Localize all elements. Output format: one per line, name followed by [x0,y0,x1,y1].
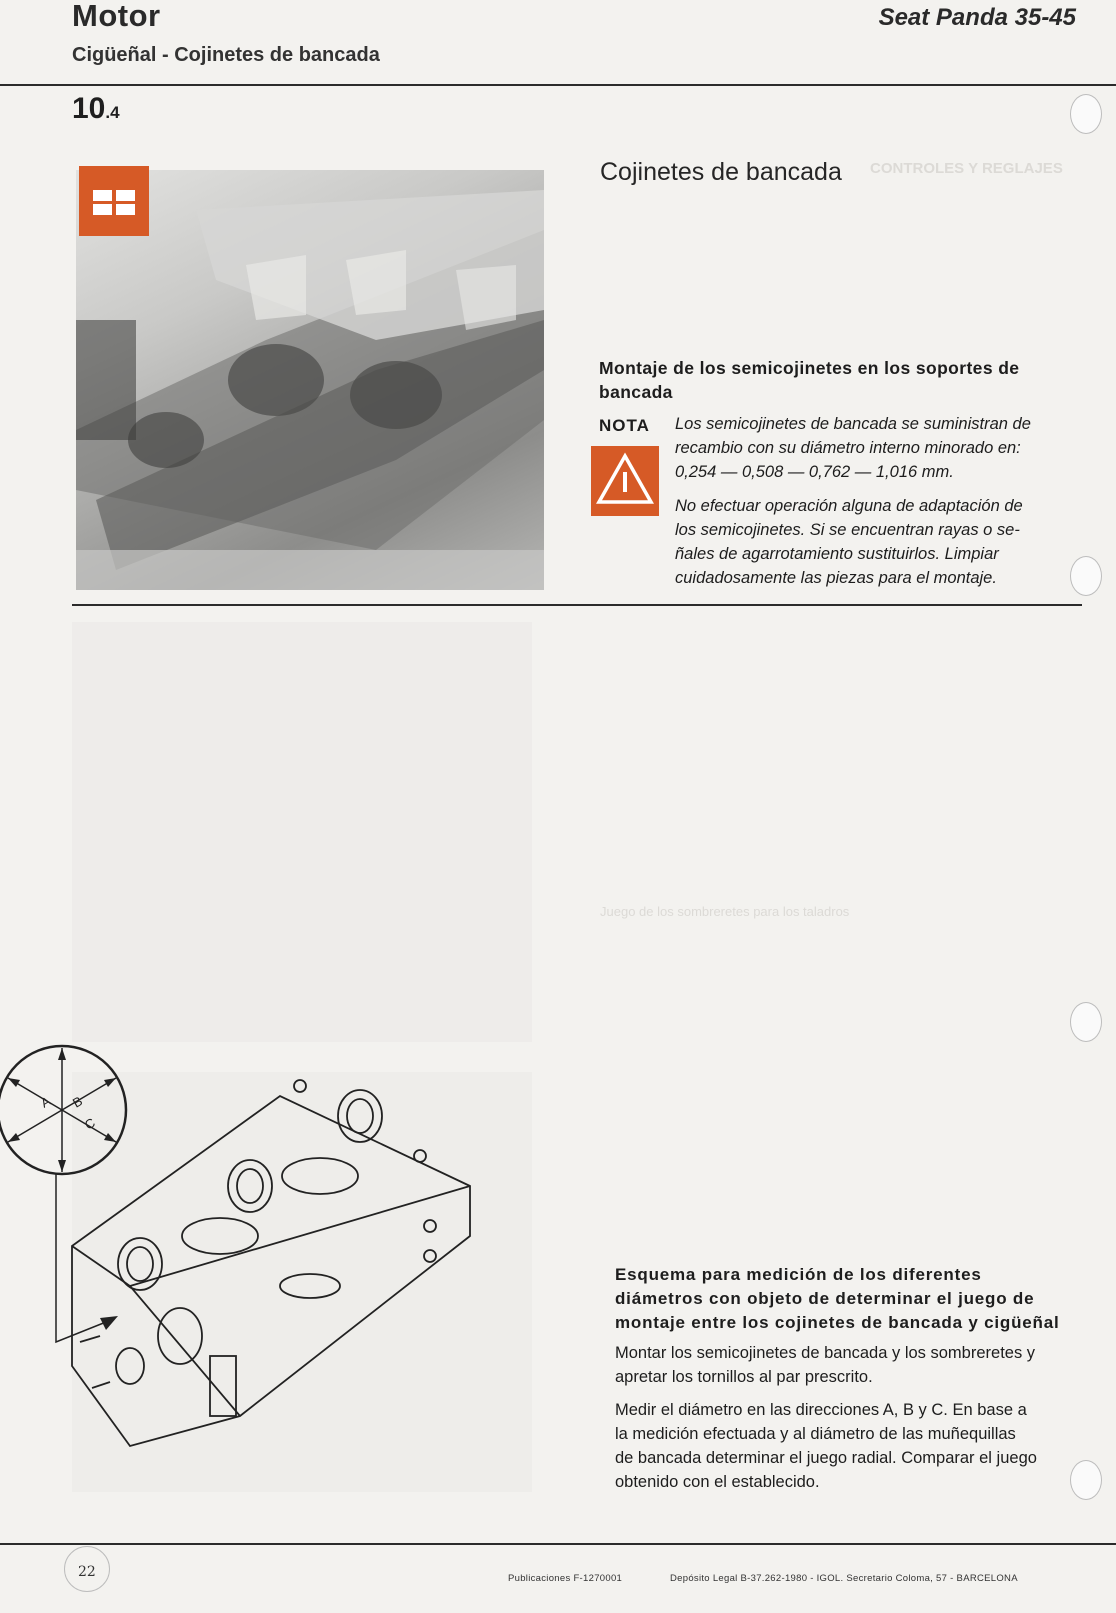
diagram-title-line-3: montaje entre los cojinetes de bancada y cigüeñal [615,1313,1060,1332]
paragraph2-line-3: de bancada determinar el juego radial. Comparar el juego [615,1449,1037,1467]
paragraph2-line-1: Medir el diámetro en las direcciones A, B y C. En base a [615,1401,1027,1419]
direction-label-c: C [82,1114,98,1133]
footer-rule [0,1543,1116,1545]
paragraph2-line-2: la medición efectuada y al diámetro de las muñequillas [615,1425,1016,1443]
bleedthrough-image [72,622,532,1042]
note-text-line-2: recambio con su diámetro interno minorado en: [675,439,1021,457]
section-minor: .4 [105,103,120,122]
vehicle-model: Seat Panda 35-45 [878,4,1076,31]
note-text-line-3: 0,254 — 0,508 — 0,762 — 1,016 mm. [675,463,954,481]
paragraph2-line-4: obtenido con el establecido. [615,1473,820,1491]
section-divider [72,604,1082,606]
header-rule [0,84,1116,86]
note-text-line-1: Los semicojinetes de bancada se suministran de [675,415,1031,433]
note2-text-line-1: No efectuar operación alguna de adaptación de [675,497,1023,515]
warning-triangle-icon [591,446,659,516]
note-label: NOTA [599,416,650,435]
direction-label-a: A [38,1093,54,1111]
note2-text-line-4: cuidadosamente las piezas para el montaje. [675,569,997,587]
diagram-title-line-1: Esquema para medición de los diferentes [615,1265,982,1284]
bleedthrough-text: CONTROLES Y REGLAJES [870,160,1063,177]
bleedthrough-text: Juego de los sombreretes para los taladros [600,904,850,919]
direction-label-b: B [70,1093,86,1111]
page-number: 22 [78,1564,96,1580]
binder-hole [1070,1460,1102,1500]
note2-text-line-3: ñales de agarrotamiento sustituirlos. Limpiar [675,545,999,563]
manual-section-title: Motor [72,0,161,33]
diagram-title-line-2: diámetros con objeto de determinar el juego de [615,1289,1035,1308]
publisher-code: Publicaciones F-1270001 [508,1573,623,1584]
grid-icon [79,166,149,236]
warning-icon [591,446,659,516]
bore-measurement-diagram [0,1036,500,1456]
binder-hole [1070,94,1102,134]
section-number [72,92,120,126]
paragraph1-line-2: apretar los tornillos al par prescrito. [615,1368,873,1386]
block-subtitle: Montaje de los semicojinetes en los soportes de bancada [599,358,1020,402]
engine-block-diagram [0,1036,500,1456]
block-title: Cojinetes de bancada [600,158,842,186]
paragraph1-line-1: Montar los semicojinetes de bancada y los sombreretes y [615,1344,1036,1362]
section-major: 10 [72,92,106,125]
manual-subsection-title: Cigüeñal - Cojinetes de bancada [72,44,380,66]
note2-text-line-2: los semicojinetes. Si se encuentran rayas o se- [675,521,1020,539]
legal-deposit: Depósito Legal B-37.262-1980 - IGOL. Secretario Coloma, 57 - BARCELONA [670,1573,1018,1584]
binder-hole [1070,1002,1102,1042]
disassembly-icon [79,166,149,236]
